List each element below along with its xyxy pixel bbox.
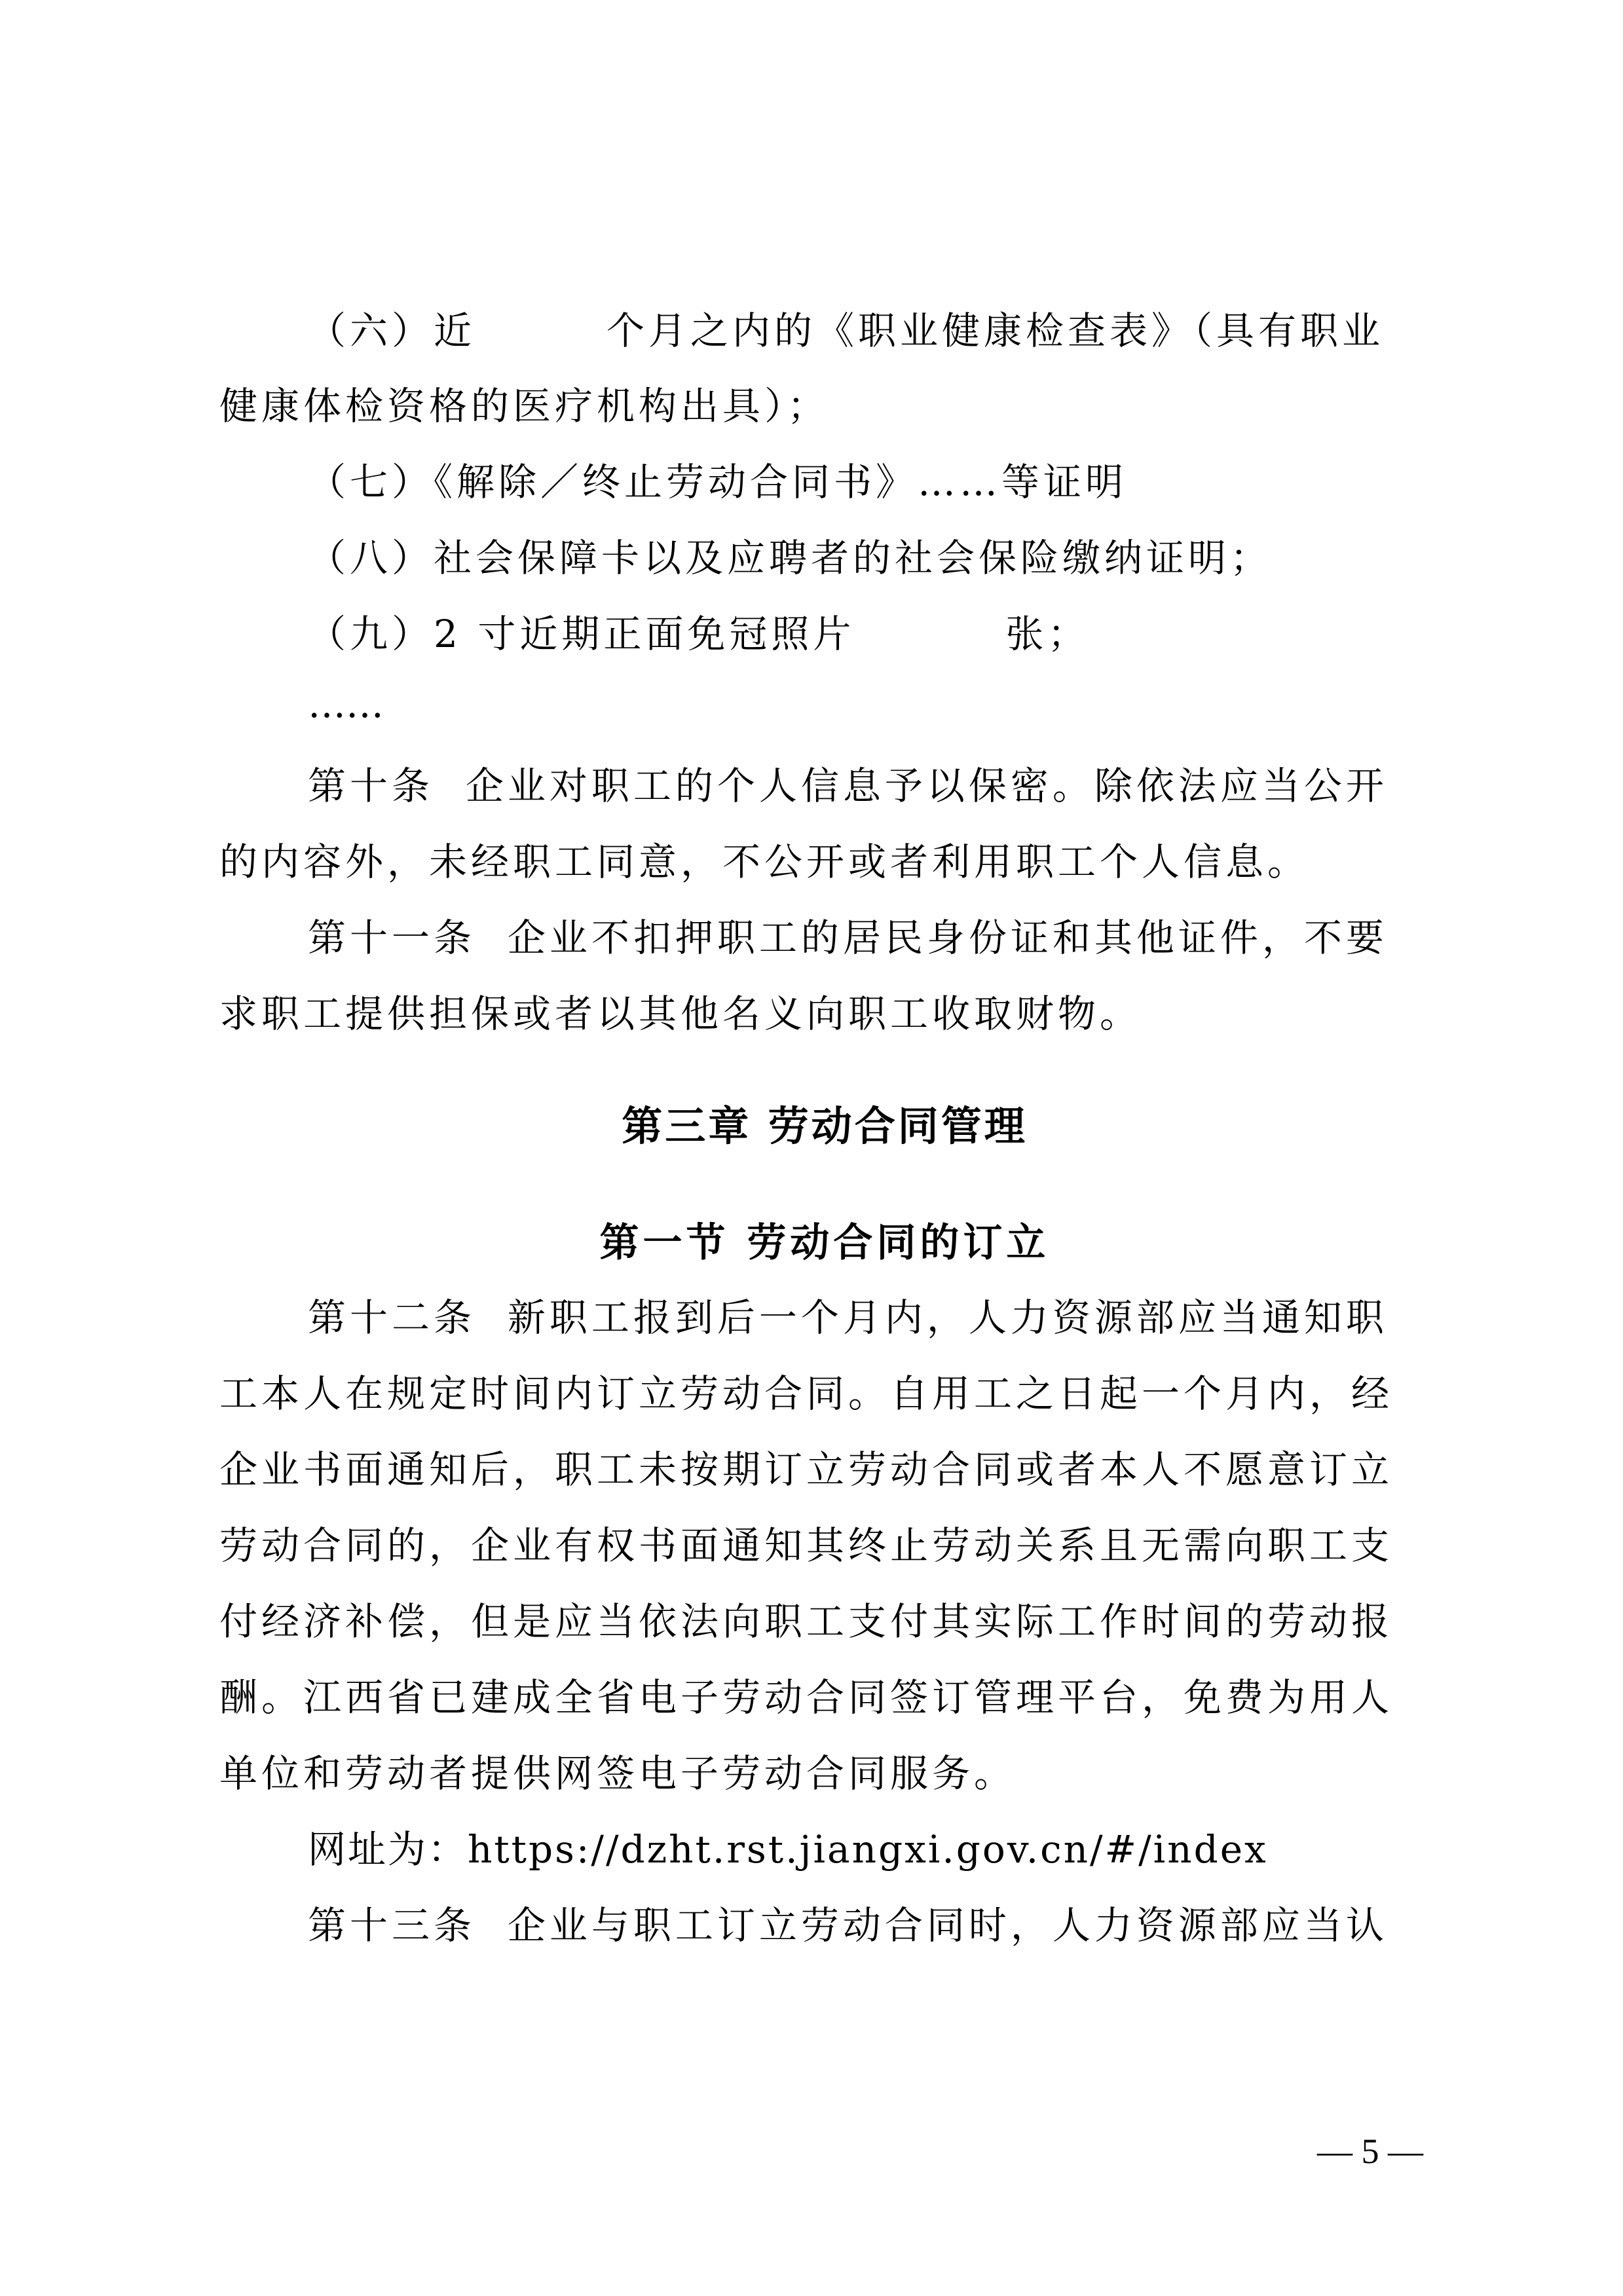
article-12-line-1: 第十二条 新职工报到后一个月内，人力资源部应当通知职	[308, 1295, 1388, 1340]
article-12-line-3: 企业书面通知后，职工未按期订立劳动合同或者本人不愿意订立	[219, 1447, 1394, 1492]
article-12-line-2: 工本人在规定时间内订立劳动合同。自用工之日起一个月内，经	[219, 1371, 1394, 1416]
url-line: 网址为：https://dzht.rst.jiangxi.gov.cn/#/index	[308, 1827, 1268, 1872]
article-12-line-6: 酬。江西省已建成全省电子劳动合同签订管理平台，免费为用人	[219, 1675, 1394, 1720]
article-12-line-5: 付经济补偿，但是应当依法向职工支付其实际工作时间的劳动报	[219, 1599, 1394, 1644]
article-11-line-1: 第十一条 企业不扣押职工的居民身份证和其他证件，不要	[308, 916, 1388, 960]
item-9-prefix: （九）2 寸近期正面免冠照片	[308, 612, 855, 656]
article-12-line-4: 劳动合同的，企业有权书面通知其终止劳动关系且无需向职工支	[219, 1523, 1394, 1568]
item-9-suffix: 张；	[1005, 612, 1090, 656]
item-7: （七）《解除／终止劳动合同书》……等证明	[308, 460, 1128, 504]
article-10-line-2: 的内容外，未经职工同意，不公开或者利用职工个人信息。	[219, 840, 1310, 884]
section-title: 第一节 劳动合同的订立	[599, 1220, 1050, 1266]
item-6-prefix: （六）近	[308, 308, 476, 353]
item-9	[308, 608, 1089, 660]
item-8: （八）社会保障卡以及应聘者的社会保险缴纳证明；	[308, 536, 1273, 580]
page-number: — 5 —	[1317, 2132, 1423, 2171]
chapter-title: 第三章 劳动合同管理	[622, 1102, 1028, 1150]
item-6-line-1	[308, 305, 1384, 357]
ellipsis: ……	[308, 682, 384, 726]
article-13-line-1: 第十三条 企业与职工订立劳动合同时，人力资源部应当认	[308, 1903, 1388, 1948]
item-6-line-2: 健康体检资格的医疗机构出具）；	[219, 384, 830, 428]
article-10-line-1: 第十条 企业对职工的个人信息予以保密。除依法应当公开	[308, 764, 1388, 808]
article-11-line-2: 求职工提供担保或者以其他名义向职工收取财物。	[219, 991, 1142, 1036]
item-6-suffix: 个月之内的《职业健康检查表》（具有职业	[606, 308, 1385, 353]
article-12-line-7: 单位和劳动者提供网签电子劳动合同服务。	[219, 1751, 1017, 1796]
